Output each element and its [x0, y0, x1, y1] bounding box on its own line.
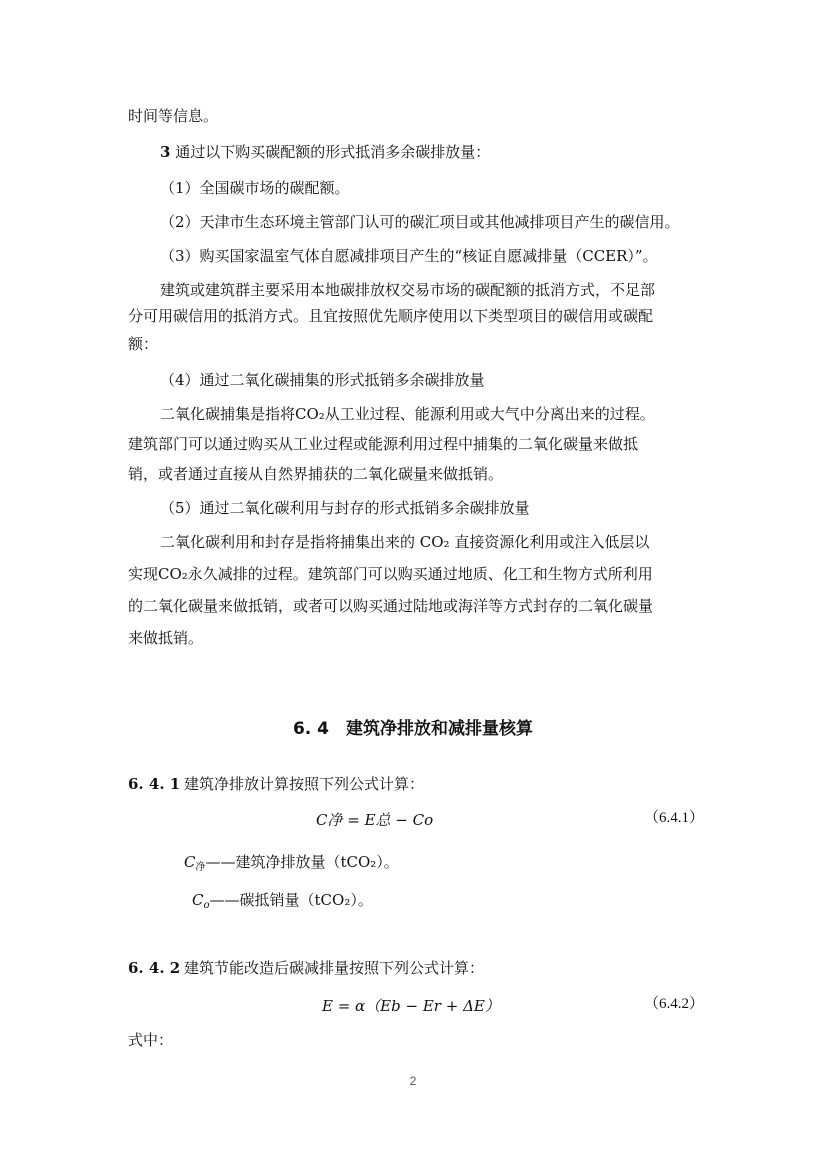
- formula-6-4-2: E = α（Eb − Er + ΔE）: [322, 997, 500, 1015]
- paragraph-line: 二氧化碳利用和封存是指将捕集出来的 CO₂ 直接资源化利用或注入低层以: [160, 533, 650, 551]
- variable-subscript: o: [203, 900, 210, 911]
- variable-definition: [184, 852, 399, 878]
- where-label: 式中：: [128, 1031, 174, 1049]
- clause-text: 建筑净排放计算按照下列公式计算：: [184, 775, 425, 793]
- list-item-3: （3）购买国家温室气体自愿减排项目产生的“核证自愿减排量（CCER）”。: [160, 247, 658, 265]
- variable-description: ——碳抵销量（tCO₂）。: [209, 891, 373, 909]
- paragraph-line: 建筑部门可以通过购买从工业过程或能源利用过程中捕集的二氧化碳量来做抵: [128, 435, 639, 453]
- paragraph-line: 实现CO₂永久减排的过程。建筑部门可以购买通过地质、化工和生物方式所利用: [128, 565, 653, 583]
- clause-number: 6. 4. 2: [128, 959, 181, 977]
- clause-6-4-1: [128, 774, 424, 794]
- formula-number: （6.4.1）: [644, 810, 705, 826]
- variable-symbol: C: [192, 891, 204, 909]
- list-item-4: （4）通过二氧化碳捕集的形式抵销多余碳排放量: [160, 371, 485, 389]
- paragraph-line: 额：: [128, 335, 159, 353]
- variable-definition: [192, 890, 373, 916]
- formula-number: （6.4.2）: [644, 996, 705, 1012]
- item-3: [160, 142, 490, 162]
- formula-6-4-1: C净 = E总 − Co: [316, 811, 434, 829]
- item-3-number: 3: [160, 143, 171, 161]
- list-item-1: （1）全国碳市场的碳配额。: [160, 179, 350, 197]
- section-heading: 6. 4 建筑净排放和减排量核算: [292, 719, 534, 739]
- paragraph-line: 的二氧化碳量来做抵销，或者可以购买通过陆地或海洋等方式封存的二氧化碳量: [128, 597, 654, 615]
- clause-text: 建筑节能改造后碳减排量按照下列公式计算：: [184, 959, 485, 977]
- paragraph-continuation: 时间等信息。: [128, 107, 219, 125]
- clause-number: 6. 4. 1: [128, 775, 181, 793]
- clause-6-4-2: [128, 958, 484, 978]
- variable-description: ——建筑净排放量（tCO₂）。: [205, 853, 399, 871]
- paragraph-line: 二氧化碳捕集是指将CO₂从工业过程、能源利用或大气中分离出来的过程。: [160, 405, 655, 423]
- paragraph-line: 来做抵销。: [128, 629, 204, 647]
- paragraph-line: 分可用碳信用的抵消方式。且宜按照优先顺序使用以下类型项目的碳信用或碳配: [128, 307, 654, 325]
- variable-subscript: 净: [195, 862, 206, 873]
- paragraph-line: 建筑或建筑群主要采用本地碳排放权交易市场的碳配额的抵消方式，不足部: [160, 281, 656, 299]
- item-3-text: 通过以下购买碳配额的形式抵消多余碳排放量：: [170, 143, 491, 161]
- page-number: 2: [409, 1074, 417, 1088]
- list-item-5: （5）通过二氧化碳利用与封存的形式抵销多余碳排放量: [160, 499, 530, 517]
- paragraph-line: 销，或者通过直接从自然界捕获的二氧化碳量来做抵销。: [128, 465, 504, 483]
- list-item-2: （2）天津市生态环境主管部门认可的碳汇项目或其他减排项目产生的碳信用。: [160, 213, 680, 231]
- variable-symbol: C: [184, 853, 196, 871]
